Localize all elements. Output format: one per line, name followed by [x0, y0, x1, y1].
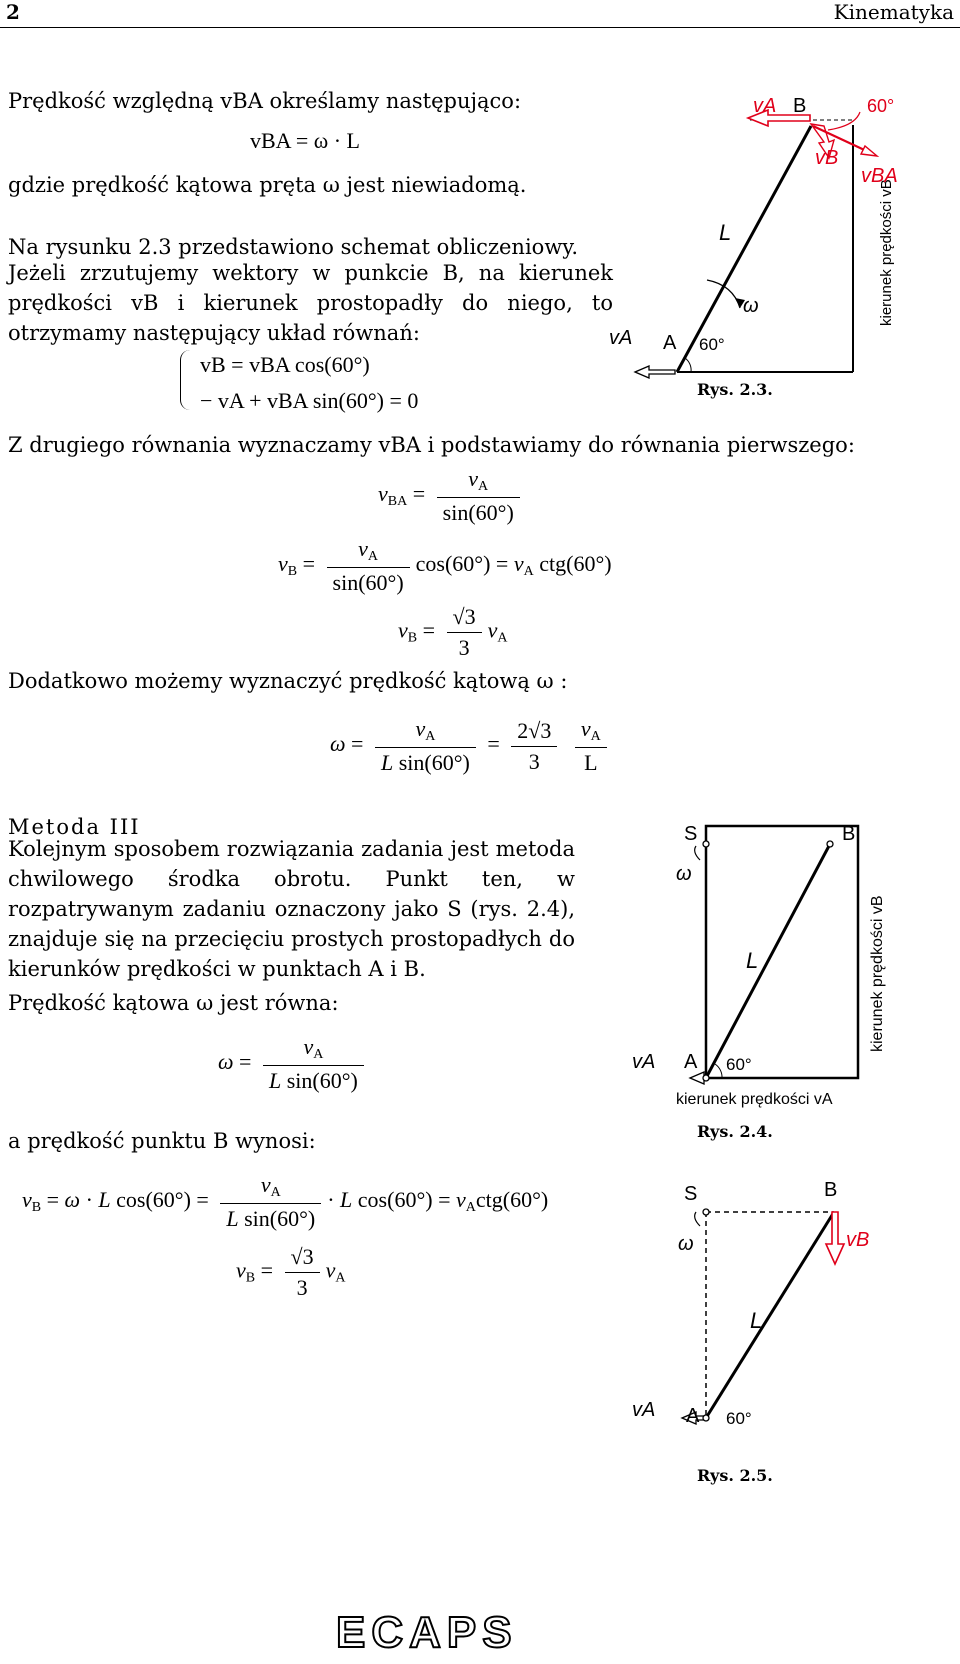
equation-omega: ω = $\frac{v_A}{\text{L sin(60°)}}$ = $\frac{2√3}{3}$ $\frac{v_A}{L}$	[330, 716, 613, 776]
figure-2-3	[609, 90, 960, 412]
equation-vba: vBA = ω · L	[250, 128, 360, 153]
system-eq-1: vB = vBA cos(60°)	[200, 352, 370, 377]
label-A: A	[663, 332, 677, 354]
label-omega: ω	[743, 295, 759, 317]
equation-vba-solved: $v_{BA}$ = $\frac{v_A}{\sin(60^\circ)}$	[378, 466, 526, 526]
label-L: L	[746, 948, 759, 973]
label-va: vA	[632, 1399, 656, 1421]
point-A	[703, 1415, 709, 1421]
point-B	[827, 841, 833, 847]
section-title: Kinematyka	[833, 0, 954, 24]
bar-L	[677, 126, 811, 372]
equation-vb-result: $v_B$ = $\frac{√3}{3}$ $v_A$	[398, 604, 508, 660]
label-vb: vB	[846, 1229, 870, 1251]
paragraph-scheme: Na rysunku 2.3 przedstawiono schemat obliczeniowy.	[8, 235, 579, 259]
point-A	[703, 1075, 709, 1081]
label-direction-vb: kierunek prędkości vB	[869, 895, 886, 1052]
label-vba: vBA	[861, 165, 898, 187]
footer-logo: ECAPS	[336, 1608, 518, 1657]
header-rule	[0, 27, 960, 28]
equation-omega-2: ω = $\frac{v_A}{\text{L sin(60°)}}$	[218, 1034, 370, 1094]
paragraph-relative-velocity: Prędkość względną vBA określamy następująco:	[8, 89, 522, 113]
label-B: B	[824, 1179, 838, 1201]
label-angle: 60°	[726, 1409, 752, 1428]
equation-vb-icr-result: $v_B$ = $\frac{√3}{3}$ $v_A$	[236, 1244, 346, 1300]
equation-vb-icr: $v_B = \omega \cdot L$ cos(60°) = $\frac{v_A}{\text{L sin(60°)}}$ · L $\cos(60^\circ) = v_Actg(60^\circ)$	[22, 1172, 549, 1231]
label-L: L	[750, 1308, 763, 1333]
figure-2-5	[620, 1166, 900, 1456]
label-angle-top: 60°	[867, 96, 895, 116]
paragraph-additional: Dodatkowo możemy wyznaczyć prędkość kątową ω :	[8, 669, 568, 693]
arrow-va-bottom	[635, 366, 675, 378]
label-A: A	[684, 1051, 698, 1073]
figure-2-4	[620, 808, 900, 1124]
label-va-top: vA	[753, 95, 777, 117]
bar-L	[706, 844, 830, 1078]
system-brace	[180, 350, 195, 410]
system-eq-2: − vA + vBA sin(60°) = 0	[200, 388, 419, 413]
label-B: B	[842, 823, 856, 845]
page-number: 2	[6, 0, 20, 24]
point-S	[703, 1209, 709, 1215]
label-S: S	[684, 823, 698, 845]
label-va-bottom: vA	[609, 327, 633, 349]
paragraph-method-3: Kolejnym sposobem rozwiązania zadania jest metoda chwilowego środka obrotu. Punkt ten, w rozpatrywanym zadaniu oznaczony jako S (rys. 2.4), znajduje się na przecięciu prostych prostopadłych do kierunków prędkości w punktach A i B.	[8, 837, 575, 981]
paragraph-vb-equals: a prędkość punktu B wynosi:	[8, 1129, 316, 1153]
paragraph-second-equation: Z drugiego równania wyznaczamy vBA i podstawiamy do równania pierwszego:	[8, 433, 855, 457]
point-S	[703, 841, 709, 847]
label-va: vA	[632, 1051, 656, 1073]
bar-L	[706, 1212, 834, 1418]
label-direction-va: kierunek prędkości vA	[676, 1091, 833, 1108]
label-B: B	[793, 95, 807, 117]
equation-vb-substituted: $v_B$ = $\frac{v_A}{\sin(60^\circ)}$ $\cos(60^\circ) = v_A$ ctg(60°)	[278, 536, 612, 595]
label-omega: ω	[678, 1233, 694, 1255]
frame-rectangle	[706, 826, 858, 1078]
label-A: A	[686, 1405, 700, 1427]
label-S: S	[684, 1183, 698, 1205]
method-title: Metoda III	[8, 815, 141, 839]
paragraph-omega-equals: Prędkość kątowa ω jest równa:	[8, 991, 339, 1015]
caption-rys-2-5: Rys. 2.5.	[697, 1466, 773, 1485]
label-vb: vB	[815, 147, 839, 169]
paragraph-projection: Jeżeli zrzutujemy wektory w punkcie B, na kierunek prędkości vB i kierunek prostopadły do niego, to otrzymamy następujący układ równań:	[8, 261, 613, 345]
label-angle-bottom: 60°	[699, 335, 725, 354]
label-angle: 60°	[726, 1055, 752, 1074]
paragraph-angular-velocity: gdzie prędkość kątowa pręta ω jest niewiadomą.	[8, 173, 527, 197]
label-omega: ω	[676, 863, 692, 885]
caption-rys-2-4: Rys. 2.4.	[697, 1122, 773, 1141]
label-direction-vb: kierunek prędkości vB	[878, 179, 895, 326]
label-L: L	[719, 220, 732, 245]
arrow-vba	[861, 146, 877, 156]
caption-rys-2-3: Rys. 2.3.	[697, 380, 773, 399]
